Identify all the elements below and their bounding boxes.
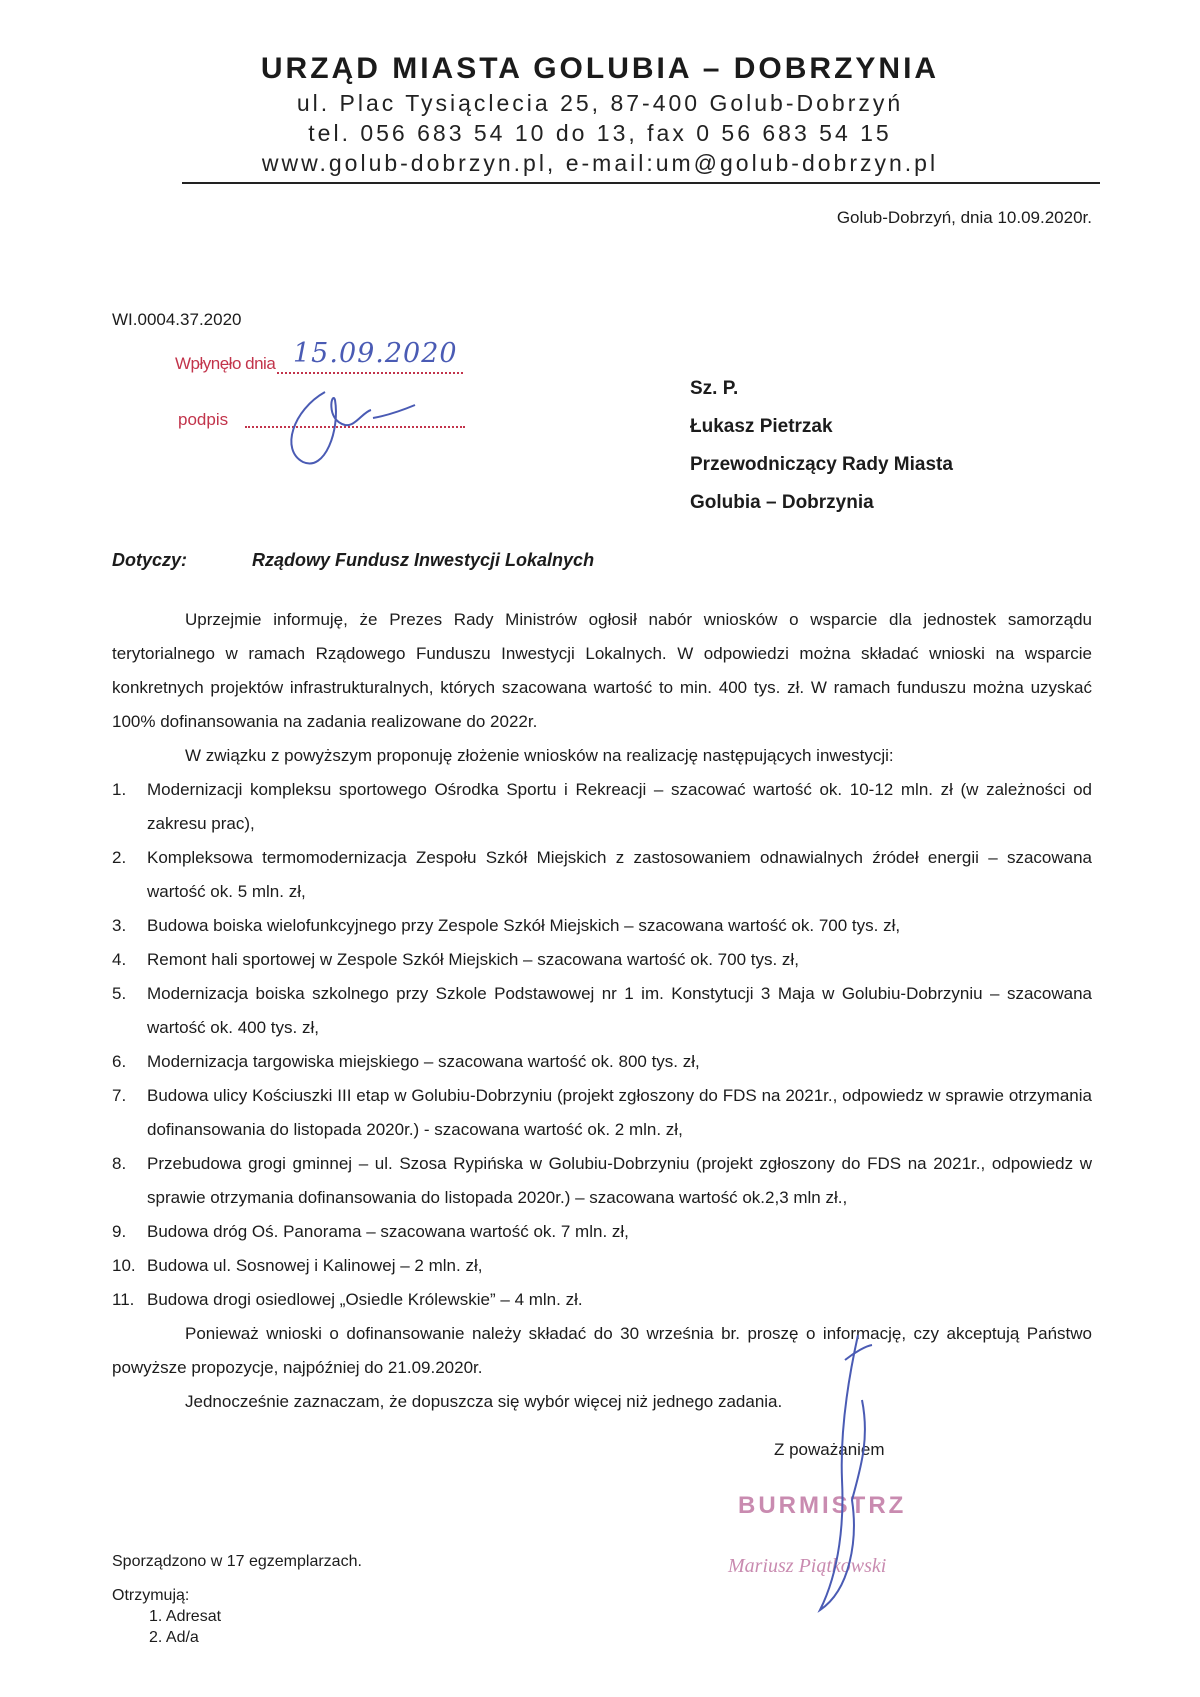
list-item-number: 4. [112, 950, 127, 969]
list-item-text: Przebudowa grogi gminnej – ul. Szosa Rypińska w Golubiu-Dobrzyniu (projekt zgłoszony do FDS na 2021r., odpowiedz w sprawie otrzymania dofinansowania do listopada 2020r.) – szacowana wartość ok.2,3 mln zł., [147, 1154, 1092, 1207]
body-paragraph-note: Jednocześnie zaznaczam, że dopuszcza się wybór więcej niż jednego zadania. [185, 1392, 783, 1411]
addressee-city: Golubia – Dobrzynia [690, 492, 874, 513]
recipients-label: Otrzymują: [112, 1587, 190, 1604]
list-item-text: Modernizacji kompleksu sportowego Ośrodka Sportu i Rekreacji – szacować wartość ok. 10-12 mln. zł (w zależności od zakresu prac), [147, 780, 1092, 833]
list-item-number: 1. [112, 780, 127, 799]
organization-web: www.golub-dobrzyn.pl, e-mail:um@golub-dobrzyn.pl [261, 150, 939, 176]
signature-stamp-name: Mariusz Piątkowski [728, 1555, 887, 1577]
list-item-text: Budowa ulicy Kościuszki III etap w Golubiu-Dobrzyniu (projekt zgłoszony do FDS na 2021r., odpowiedz w sprawie otrzymania dofinansowania do listopada 2020r.) - szacowana wartość ok. 2 mln. zł, [147, 1086, 1092, 1139]
list-item-number: 9. [112, 1222, 127, 1241]
list-item-number: 6. [112, 1052, 127, 1071]
body-paragraph-proposal: W związku z powyższym proponuję złożenie wniosków na realizację następujących inwestycji: [185, 746, 894, 765]
copies-note: Sporządzono w 17 egzemplarzach. [112, 1553, 362, 1570]
addressee-position: Przewodniczący Rady Miasta [690, 454, 953, 475]
received-date-handwritten: 15.09.2020 [293, 338, 458, 369]
list-item-text: Modernizacja boiska szkolnego przy Szkole Podstawowej nr 1 im. Konstytucji 3 Maja w Golubiu-Dobrzyniu – szacowana wartość ok. 400 tys. zł, [147, 984, 1092, 1037]
body-paragraph-deadline: Ponieważ wnioski o dofinansowanie należy składać do 30 września br. proszę o informację, czy akceptują Państwo powyższe propozycje, najpóźniej do 21.09.2020r. [112, 1324, 1092, 1377]
document-date: Golub-Dobrzyń, dnia 10.09.2020r. [836, 208, 1092, 227]
signature-label: podpis [178, 410, 229, 429]
list-item-text: Remont hali sportowej w Zespole Szkół Miejskich – szacowana wartość ok. 700 tys. zł, [147, 950, 799, 969]
body-paragraph-intro: Uprzejmie informuję, że Prezes Rady Ministrów ogłosił nabór wniosków o wsparcie dla jednostek samorządu terytorialnego w ramach Rządowego Funduszu Inwestycji Lokalnych. W odpowiedzi można składać wnioski na wsparcie konkretnych projektów infrastrukturalnych, których szacowana wartość to min. 400 tys. zł. W ramach funduszu można uzyskać 100% dofinansowania na zadania realizowane do 2022r. [112, 610, 1092, 731]
list-item-number: 5. [112, 984, 127, 1003]
subject-label: Dotyczy: [112, 550, 188, 570]
list-item-text: Budowa drogi osiedlowej „Osiedle Królewskie” – 4 mln. zł. [147, 1290, 583, 1309]
list-item-text: Budowa dróg Oś. Panorama – szacowana wartość ok. 7 mln. zł, [147, 1222, 629, 1241]
organization-address: ul. Plac Tysiąclecia 25, 87-400 Golub-Dobrzyń [296, 90, 904, 116]
reference-number: WI.0004.37.2020 [112, 310, 242, 329]
signature-stamp-title: BURMISTRZ [738, 1492, 907, 1519]
list-item-text: Kompleksowa termomodernizacja Zespołu Szkół Miejskich z zastosowaniem odnawialnych źródeł energii – szacowana wartość ok. 5 mln. zł, [147, 848, 1092, 901]
organization-name: URZĄD MIASTA GOLUBIA – DOBRZYNIA [260, 52, 940, 85]
list-item-number: 11. [112, 1290, 135, 1309]
recipient-item: 2. Ad/a [149, 1629, 199, 1646]
list-item-text: Budowa ul. Sosnowej i Kalinowej – 2 mln. zł, [147, 1256, 483, 1275]
received-label: Wpłynęło dnia [175, 354, 276, 373]
recipient-item: 1. Adresat [149, 1608, 222, 1625]
list-item-number: 3. [112, 916, 127, 935]
list-item-number: 10. [112, 1256, 136, 1275]
organization-phone: tel. 056 683 54 10 do 13, fax 0 56 683 54 15 [308, 120, 892, 146]
recipients-block [112, 1585, 221, 1648]
list-item-number: 8. [112, 1154, 127, 1173]
addressee-name: Łukasz Pietrzak [690, 416, 833, 437]
addressee-salutation: Sz. P. [690, 378, 739, 399]
closing-phrase: Z poważaniem [774, 1440, 885, 1459]
list-item-number: 2. [112, 848, 127, 867]
list-item-text: Modernizacja targowiska miejskiego – szacowana wartość ok. 800 tys. zł, [147, 1052, 700, 1071]
list-item-text: Budowa boiska wielofunkcyjnego przy Zespole Szkół Miejskich – szacowana wartość ok. 700 tys. zł, [147, 916, 901, 935]
subject-value: Rządowy Fundusz Inwestycji Lokalnych [252, 550, 595, 570]
list-item-number: 7. [112, 1086, 127, 1105]
